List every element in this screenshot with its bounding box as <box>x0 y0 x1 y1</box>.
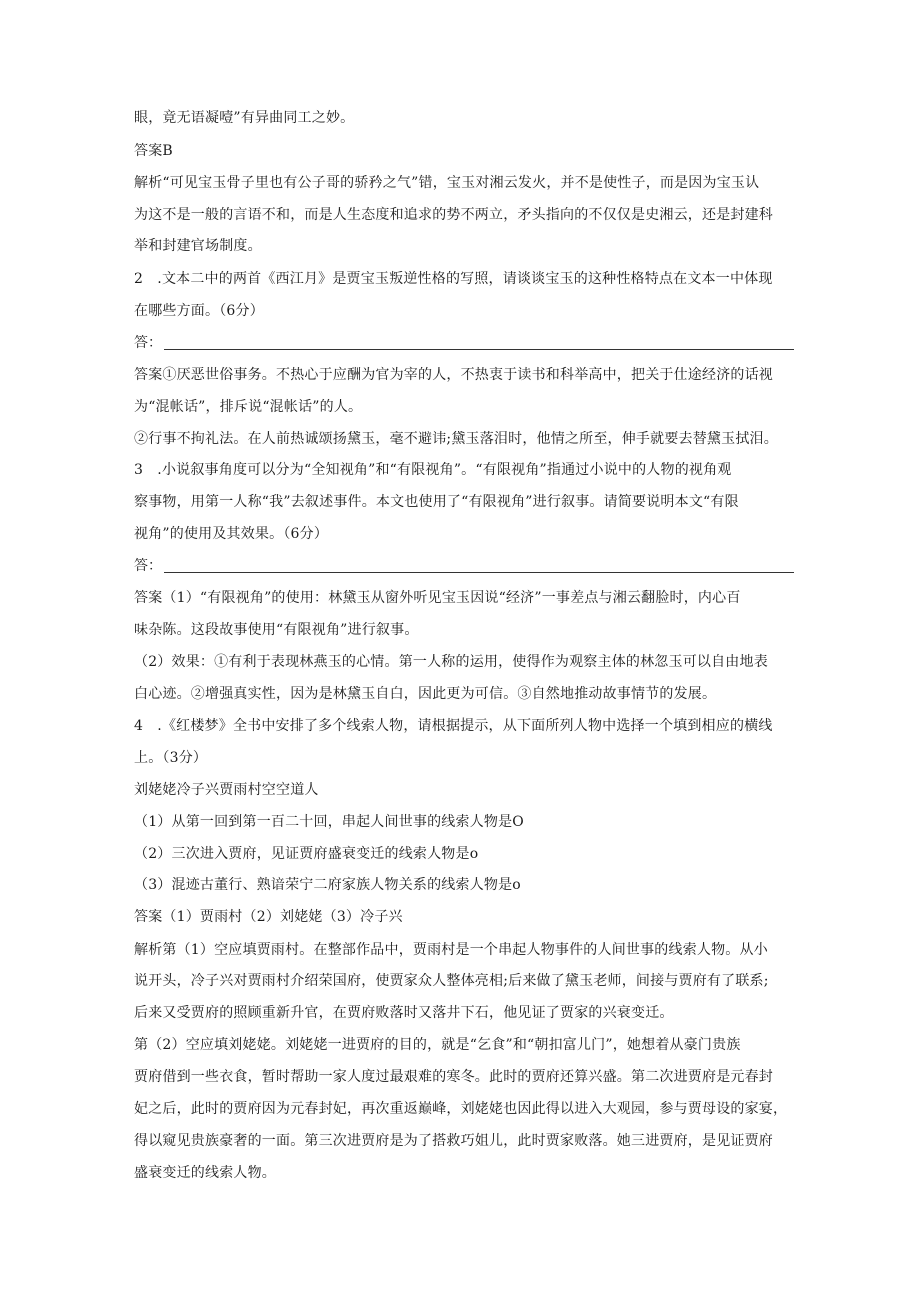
answer-blank-line[interactable] <box>134 557 794 575</box>
text-line: 贾府借到一些衣食，暂时帮助一家人度过最艰难的寒冬。此时的贾府还算兴盛。第二次进贾府是元春封 <box>134 1069 773 1085</box>
text-line: 察事物，用第一人称“我”去叙述事件。本文也使用了“有限视角”进行叙事。请简要说明本文“有限 <box>134 494 739 510</box>
text-line: 味杂陈。这段故事使用“有限视角”进行叙事。 <box>134 622 419 638</box>
text-line: 为“混帐话”，排斥说“混帐话”的人。 <box>134 399 363 415</box>
text-line: 说开头，冷子兴对贾雨村介绍荣国府，使贾家众人整体亮相;后来做了黛玉老师，间接与贾府有了联系; <box>134 973 769 989</box>
text-line: 视角”的使用及其效果。（6分） <box>134 526 329 542</box>
text-line: （3）混迹古董行、熟谙荣宁二府家族人物关系的线索人物是o <box>134 877 521 893</box>
text-line: ②行事不拘礼法。在人前热诚颂扬黛玉，毫不避讳;黛玉落泪时，他情之所至，伸手就要去替黛玉拭泪。 <box>134 431 778 447</box>
answer-prompt: 答： <box>134 335 162 351</box>
answer-prompt: 答： <box>134 558 162 574</box>
answer-rule <box>164 349 794 350</box>
answer-blank-line[interactable] <box>134 334 794 352</box>
text-line: （1）从第一回到第一百二十回，串起人间世事的线索人物是O <box>134 814 524 830</box>
text-line: 解析第（1）空应填贾雨村。在整部作品中，贾雨村是一个串起人物事件的人间世事的线索人物。从小 <box>134 942 768 958</box>
text-line: 在哪些方面。（6分） <box>134 303 264 319</box>
text-line: 解析“可见宝玉骨子里也有公子哥的骄矜之气”错，宝玉对湘云发火，并不是使性子，而是因为宝玉认 <box>134 175 760 191</box>
text-line: 答案（1）“有限视角”的使用：林黛玉从窗外听见宝玉因说“经济”一事差点与湘云翻脸时，内心百 <box>134 590 741 606</box>
text-line: 盛衰变迁的线索人物。 <box>134 1165 276 1181</box>
text-line: 妃之后，此时的贾府因为元春封妃，再次重返巅峰，刘姥姥也因此得以进入大观园，参与贾母设的家宴， <box>134 1101 788 1117</box>
answer-rule <box>164 572 794 573</box>
text-line: 刘姥姥冷子兴贾雨村空空道人 <box>134 782 319 798</box>
text-line: 眼，竟无语凝噎”有异曲同工之妙。 <box>134 110 355 126</box>
question-3: 3 .小说叙事角度可以分为“全知视角”和“有限视角”。“有限视角”指通过小说中的人物的视角观 <box>134 462 732 478</box>
text-line: 为这不是一般的言语不和，而是人生态度和追求的势不两立，矛头指向的不仅仅是史湘云，还是封建科 <box>134 207 773 223</box>
question-4: 4 .《红楼梦》全书中安排了多个线索人物，请根据提示，从下面所列人物中选择一个填到相应的横线 <box>134 718 773 734</box>
text-line: 后来又受贾府的照顾重新升官，在贾府败落时又落井下石，他见证了贾家的兴衰变迁。 <box>134 1005 674 1021</box>
text-line: 得以窥见贵族豪奢的一面。第三次进贾府是为了搭救巧姐儿，此时贾家败落。她三进贾府，是见证贾府 <box>134 1133 773 1149</box>
text-line: 上。（3分） <box>134 750 208 766</box>
text-line: （2）效果：①有利于表现林燕玉的心情。第一人称的运用，使得作为观察主体的林忽玉可以自由地表 <box>134 654 768 670</box>
text-line: 白心迹。②增强真实性，因为是林黛玉自白，因此更为可信。③自然地推动故事情节的发展。 <box>134 686 717 702</box>
text-line: 举和封建官场制度。 <box>134 238 262 254</box>
text-line: （2）三次进入贾府，见证贾府盛衰变迁的线索人物是o <box>134 846 479 862</box>
text-line: 第（2）空应填刘姥姥。刘姥姥一进贾府的目的，就是“乞食”和“朝扣富儿门”，她想着从豪门贵族 <box>134 1037 741 1053</box>
text-line: 答案（1）贾雨村（2）刘姥姥（3）冷子兴 <box>134 909 403 925</box>
question-2: 2 .文本二中的两首《西江月》是贾宝玉叛逆性格的写照，请谈谈宝玉的这种性格特点在文本一中体现 <box>134 271 773 287</box>
text-line: 答案①厌恶世俗事务。不热心于应酬为官为宰的人，不热衷于读书和科举高中，把关于仕途经济的话视 <box>134 367 773 383</box>
answer-label: 答案B <box>134 143 173 159</box>
